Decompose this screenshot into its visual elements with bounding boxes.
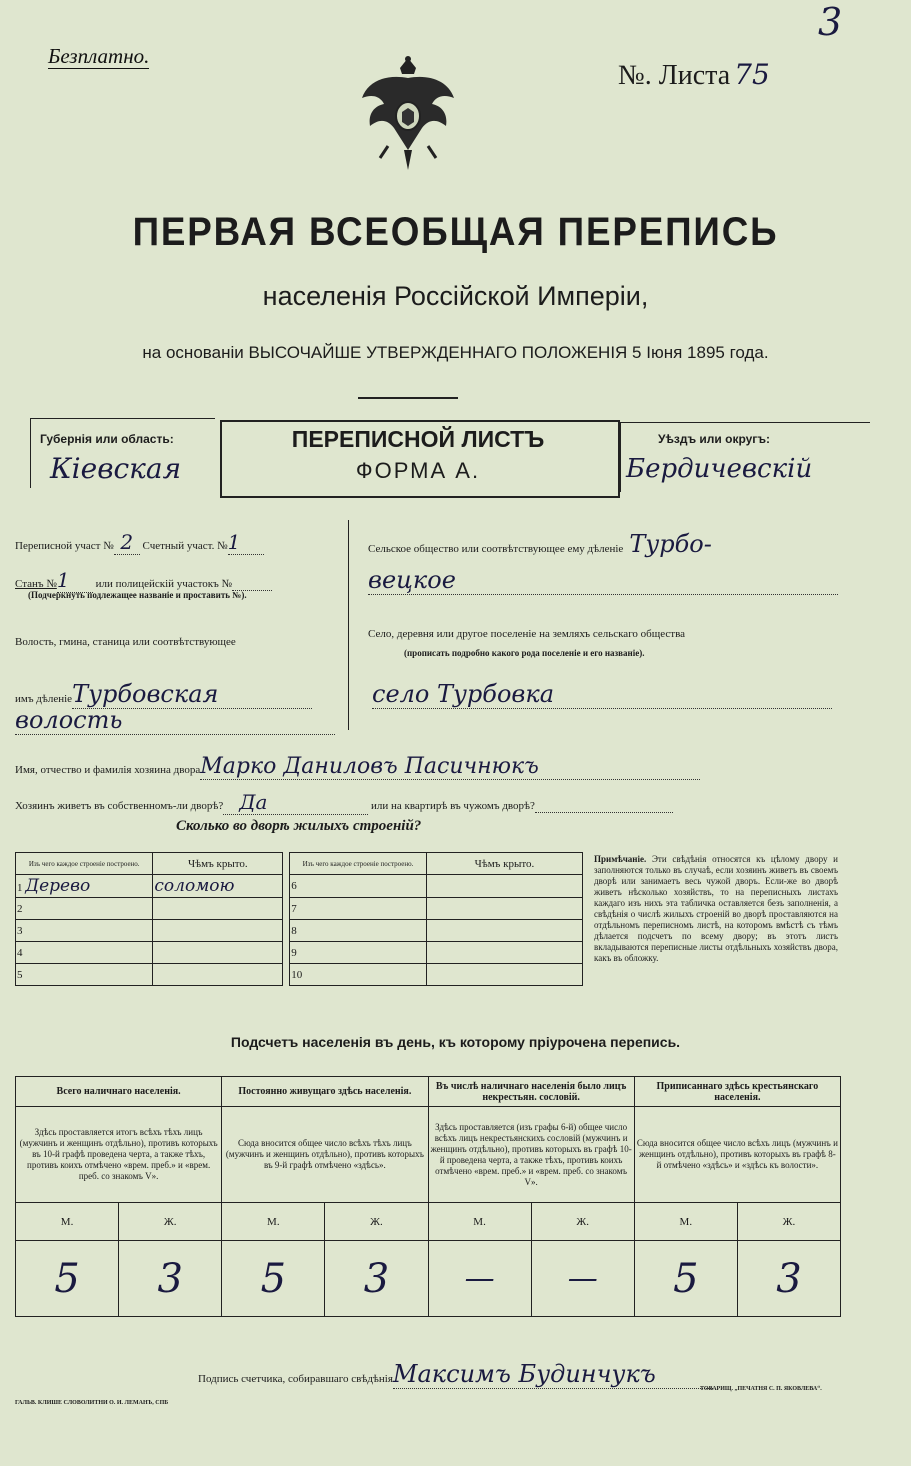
sheet-type: ПЕРЕПИСНОЙ ЛИСТЪ: [291, 426, 545, 452]
group-permanent-head: Постоянно живущаго здѣсь населенія.: [222, 1077, 428, 1107]
signature-value: Максимъ Будинчукъ: [393, 1360, 713, 1389]
signature-field: [198, 1360, 713, 1389]
village-label: Село, деревня или другое поселеніе на земляхъ сельскаго общества: [368, 628, 686, 640]
footer-right: ТОВАРИЩ. „ПЕЧАТНЯ С. П. ЯКОВЛЕВА“.: [700, 1386, 822, 1392]
table-row: 3 8: [16, 920, 583, 942]
note-text: Эти свѣдѣнія относятся къ цѣлому двору и заполняются только въ случаѣ, если хозяинъ живетъ въ своемъ дворѣ или занимаетъ весь чужой дворъ. Если-же во дворѣ живетъ нѣсколько хозяйствъ, то на переписныхъ листахъ каждаго изъ нихъ эта табличка оставляется безъ заполненія, а свѣдѣнія о числѣ жилыхъ строеній во дворѣ проставляются на отдѣльномъ переписномъ листѣ, на которомъ вмѣстѣ съ тѣмъ дѣлается подсчетъ по всему двору; въ этотъ листъ вкладываются переписные листы отдѣльныхъ хозяйствъ двора, какъ въ обложку.: [594, 854, 838, 963]
table-row: 4 9: [16, 942, 583, 964]
imperial-eagle-icon: [358, 54, 458, 174]
sheet-number: 75: [734, 58, 770, 91]
sheet-label: №. Листа: [618, 60, 731, 91]
guberniya-label: Губернія или область:: [40, 432, 174, 446]
census-district-field: Переписной участ № 2 Счетный участ. №1: [15, 530, 264, 555]
ornament-divider: [358, 397, 458, 399]
lives-value: Да: [223, 790, 368, 815]
nonpeasant-female: —: [531, 1241, 634, 1317]
owner-field: Имя, отчество и фамилія хозяина двораМарко Даниловъ Пасичнюкъ: [15, 754, 700, 780]
society-field: Сельское общество или соотвѣтствующее ему дѣленіе Турбо-: [368, 530, 712, 558]
signature-label: Подпись счетчика, собиравшаго свѣдѣнія: [198, 1373, 393, 1385]
group-nonpeasant-desc: Здѣсь проставляется (изъ графы 6-й) общее число всѣхъ лицъ некрестьянскихъ сословій (мужчинъ и женщинъ отдѣльно), противъ которыхъ въ графѣ 10-й проведена черта, а также тѣхъ, противъ коихъ отмѣчено «врем. преб.» и «врем. преб. со знакомъ V».: [428, 1107, 634, 1203]
note-block: [594, 854, 838, 964]
corner-mark: 3: [818, 0, 843, 44]
permanent-male: 5: [222, 1241, 325, 1317]
stan-value: 1: [57, 568, 93, 593]
census-district-value: 2: [114, 530, 140, 555]
form-letter: ФОРМА А.: [355, 458, 481, 483]
group-total-desc: Здѣсь проставляется итогъ всѣхъ тѣхъ лицъ (мужчинъ и женщинъ отдѣльно), противъ которыхъ въ 10-й графѣ проведена черта, а также тѣхъ, противъ коихъ отмѣчено «врем. преб.» и «врем. преб. со знакомъ V».: [16, 1107, 222, 1203]
village-note: (прописать подробно какого рода поселеніе и его названіе).: [404, 648, 645, 658]
form-header-box: [30, 418, 880, 496]
permanent-female: 3: [325, 1241, 428, 1317]
group-permanent-desc: Сюда вносится общее число всѣхъ тѣхъ лицъ (мужчинъ и женщинъ отдѣльно), противъ которыхъ въ 9-й графѣ отмѣчено «здѣсь».: [222, 1107, 428, 1203]
group-nonpeasant-head: Въ числѣ наличнаго населенія было лицъ некрестьян. сословій.: [428, 1077, 634, 1107]
table-row: 1 Дерево соломою 6: [16, 875, 583, 898]
underline-note: (Подчеркнуть подлежащее названіе и проставить №).: [28, 590, 247, 600]
guberniya-value: Кіевская: [50, 452, 182, 485]
table-row: 2 7: [16, 898, 583, 920]
total-male: 5: [16, 1241, 119, 1317]
population-count-table: Всего наличнаго населенія. Постоянно живущаго здѣсь населенія. Въ числѣ наличнаго населенія было лицъ некрестьян. сословій. Приписаннаго здѣсь крестьянскаго населенія. Здѣсь проставляется итогъ всѣхъ тѣхъ лицъ (мужчинъ и женщинъ отдѣльно), противъ которыхъ въ 10-й графѣ проведена черта, а также тѣхъ, противъ коихъ отмѣчено «врем. преб.» и «врем. преб. со знакомъ V». Сюда вносится общее число всѣхъ тѣхъ лицъ (мужчинъ и женщинъ отдѣльно), противъ которыхъ въ 9-й графѣ отмѣчено «здѣсь». Здѣсь проставляется (изъ графы 6-й) общее число всѣхъ лицъ некрестьянскихъ сословій (мужчинъ и женщинъ отдѣльно), противъ которыхъ въ графѣ 10-й проведена черта, а также тѣхъ, противъ коихъ отмѣчено «врем. преб.» и «врем. преб. со знакомъ V». Сюда вносится общее число всѣхъ лицъ (мужчинъ и женщинъ отдѣльно), противъ которыхъ въ графѣ 8-й отмѣчено «здѣсь» и «здѣсь къ волости». М. Ж. М. Ж. М. Ж. М. Ж. 5 3 5 3 — — 5 3: [15, 1076, 841, 1317]
volost-value: Турбовская: [72, 680, 312, 709]
group-registered-head: Приписаннаго здѣсь крестьянскаго населенія.: [634, 1077, 840, 1107]
count-values-row: [16, 1241, 841, 1317]
col-roof-right: Чѣмъ крыто.: [426, 853, 582, 875]
group-total-head: Всего наличнаго населенія.: [16, 1077, 222, 1107]
society-value-2: вецкое: [368, 566, 838, 595]
uezd-label: Уѣздъ или округъ:: [658, 432, 771, 446]
footer-left: ГАЛЬВ. КЛИШЕ СЛОВОЛИТНИ О. И. ЛЕМАНЪ, СПБ: [15, 1400, 169, 1406]
free-label: Безплатно.: [48, 44, 150, 68]
buildings-table: [15, 852, 583, 986]
registered-male: 5: [634, 1241, 737, 1317]
col-roof-left: Чѣмъ крыто.: [153, 853, 283, 875]
stan-field: Станъ №1 или полицейскій участокъ №: [15, 568, 272, 593]
owner-value: Марко Даниловъ Пасичнюкъ: [200, 754, 700, 780]
count-district-value: 1: [228, 530, 264, 555]
uezd-value: Бердичевскій: [626, 454, 813, 484]
volost-value-2: волость: [15, 706, 335, 735]
lives-field: Хозяинъ живетъ въ собственномъ-ли дворѣ? Да или на квартирѣ въ чужомъ дворѣ?: [15, 790, 673, 815]
society-value: Турбо-: [629, 530, 712, 558]
volost-label: Волость, гмина, станица или соотвѣтствующее: [15, 636, 236, 648]
legal-basis: на основаніи ВЫСОЧАЙШЕ УТВЕРЖДЕННАГО ПОЛОЖЕНІЯ 5 Іюня 1895 года.: [142, 343, 769, 362]
table-row: 5 10: [16, 964, 583, 986]
village-value: село Турбовка: [372, 680, 832, 709]
volost-field: имъ дѣленіеТурбовская: [15, 680, 312, 709]
count-title: Подсчетъ населенія въ день, къ которому пріурочена перепись.: [230, 1034, 681, 1050]
column-divider: [348, 520, 349, 730]
page-title: ПЕРВАЯ ВСЕОБЩАЯ ПЕРЕПИСЬ: [132, 210, 779, 254]
registered-female: 3: [737, 1241, 840, 1317]
col-material-right: Изъ чего каждое строеніе построено.: [290, 853, 427, 875]
sheet-number-field: [618, 58, 770, 92]
nonpeasant-male: —: [428, 1241, 531, 1317]
note-title: Примѣчаніе.: [594, 854, 647, 864]
buildings-question: Сколько во дворѣ жилыхъ строеній?: [176, 818, 422, 834]
group-registered-desc: Сюда вносится общее число всѣхъ лицъ (мужчинъ и женщинъ отдѣльно), противъ которыхъ въ графѣ 8-й отмѣчено «здѣсь» и «здѣсь къ волости».: [634, 1107, 840, 1203]
page-subtitle: населенія Россійской Имперіи,: [262, 281, 649, 311]
total-female: 3: [119, 1241, 222, 1317]
col-material-left: Изъ чего каждое строеніе построено.: [16, 853, 153, 875]
